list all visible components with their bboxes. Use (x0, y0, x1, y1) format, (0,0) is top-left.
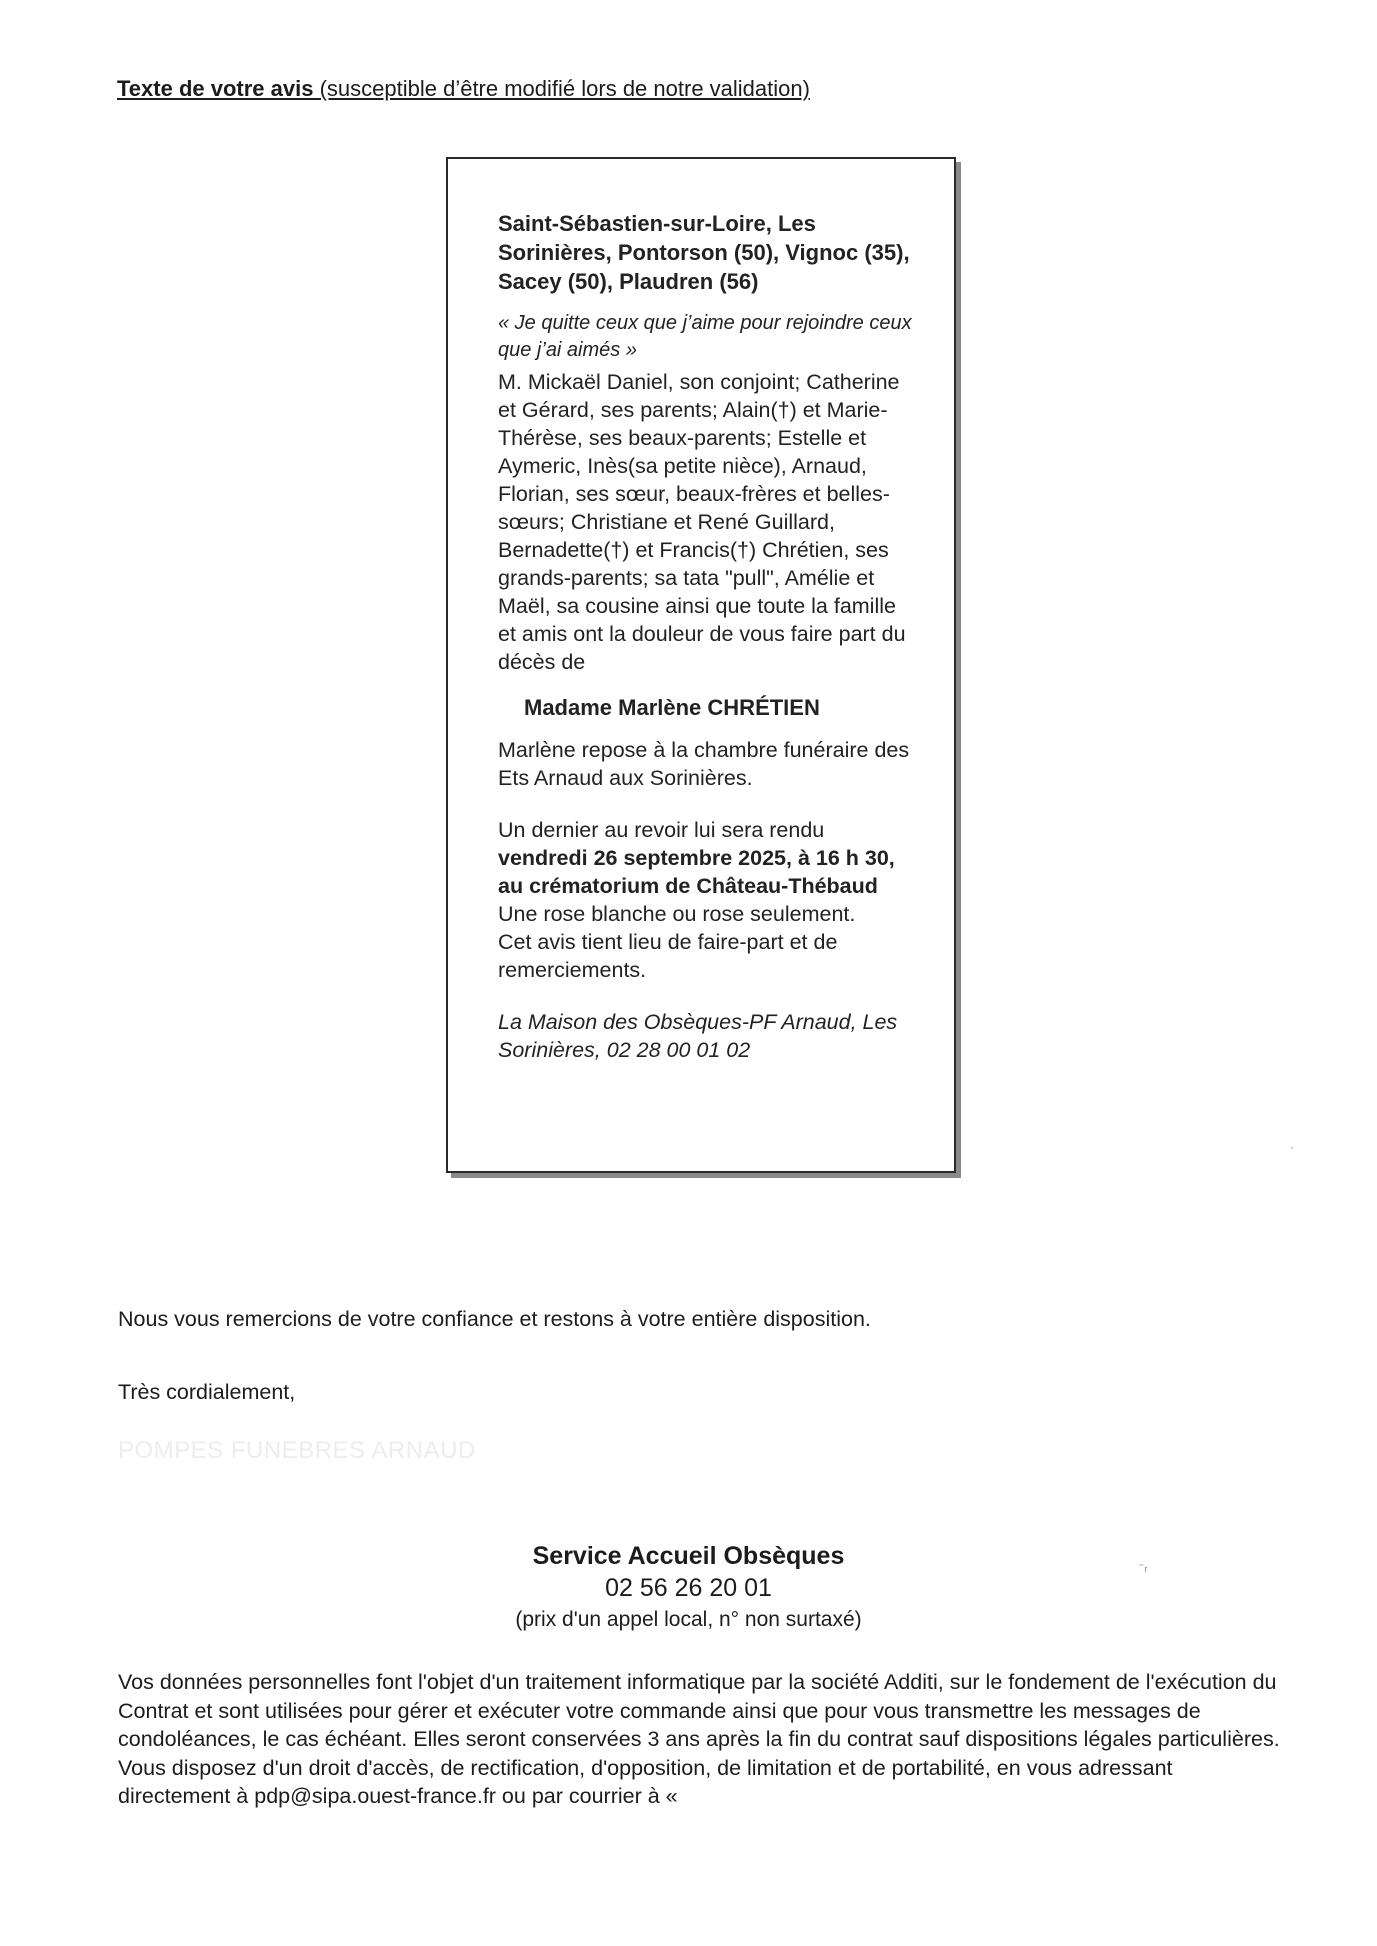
notice-heading-note: (susceptible d’être modifié lors de notre validation) (313, 76, 810, 101)
notice-funeral-home: La Maison des Obsèques-PF Arnaud, Les Sorinières, 02 28 00 01 02 (498, 1010, 898, 1062)
scan-speck: · (1290, 1140, 1294, 1154)
notice-note: Cet avis tient lieu de faire-part et de remerciements. (498, 930, 838, 982)
thanks-text: Nous vous remercions de votre confiance et restons à votre entière disposition. (118, 1307, 871, 1331)
privacy-notice: Vos données personnelles font l'objet d'un traitement informatique par la société Additi, sur le fondement de l'exécution du Contrat et sont utilisées pour gérer et exécuter votre commande ainsi que pour vous transmettre les messages de condoléances, le cas échéant. Elles seront conservées 3 ans après la fin du contrat sauf dispositions légales particulières. Vous disposez d'un droit d'accès, de rectification, d'opposition, de limitation et de portabilité, en vous adressant directement à pdp@sipa.ouest-france.fr ou par courrier à « (118, 1670, 1280, 1808)
notice-quote: « Je quitte ceux que j’aime pour rejoindre ceux que j’ai aimés » (498, 312, 912, 361)
notice-content (498, 209, 918, 1064)
notice-box (446, 157, 956, 1173)
ceremony-details: vendredi 26 septembre 2025, à 16 h 30, au crématorium de Château-Thébaud (498, 846, 895, 898)
regards-text: Très cordialement, (118, 1380, 296, 1404)
scan-speck: ⁻ᵣ (1138, 1560, 1148, 1574)
service-block (0, 1540, 1377, 1636)
notice-family: M. Mickaël Daniel, son conjoint; Catherine et Gérard, ses parents; Alain(†) et Marie-Thérèse, ses beaux-parents; Estelle et Aymeric, Inès(sa petite nièce), Arnaud, Florian, ses sœur, beaux-frères et belles-sœurs; Christiane et René Guillard, Bernadette(†) et Francis(†) Chrétien, ses grands-parents; sa tata "pull", Amélie et Maël, sa cousine ainsi que toute la famille et amis ont la douleur de vous faire part du décès de (498, 370, 906, 674)
notice-heading (117, 76, 810, 102)
ceremony-intro: Un dernier au revoir lui sera rendu (498, 818, 825, 842)
service-note: (prix d'un appel local, n° non surtaxé) (515, 1608, 862, 1631)
ceremony-flowers: Une rose blanche ou rose seulement. (498, 902, 856, 926)
service-title: Service Accueil Obsèques (532, 1542, 845, 1570)
notice-ceremony (498, 816, 918, 984)
notice-places: Saint-Sébastien-sur-Loire, Les Sorinières, Pontorson (50), Vignoc (35), Sacey (50), Plaudren (56) (498, 211, 910, 294)
service-phone: 02 56 26 20 01 (605, 1574, 772, 1602)
notice-deceased-name: Madame Marlène CHRÉTIEN (524, 695, 820, 720)
notice-heading-bold: Texte de votre avis (117, 76, 314, 101)
faded-company-name: POMPES FUNEBRES ARNAUD (118, 1437, 476, 1464)
notice-rest-location: Marlène repose à la chambre funéraire des Ets Arnaud aux Sorinières. (498, 738, 910, 790)
